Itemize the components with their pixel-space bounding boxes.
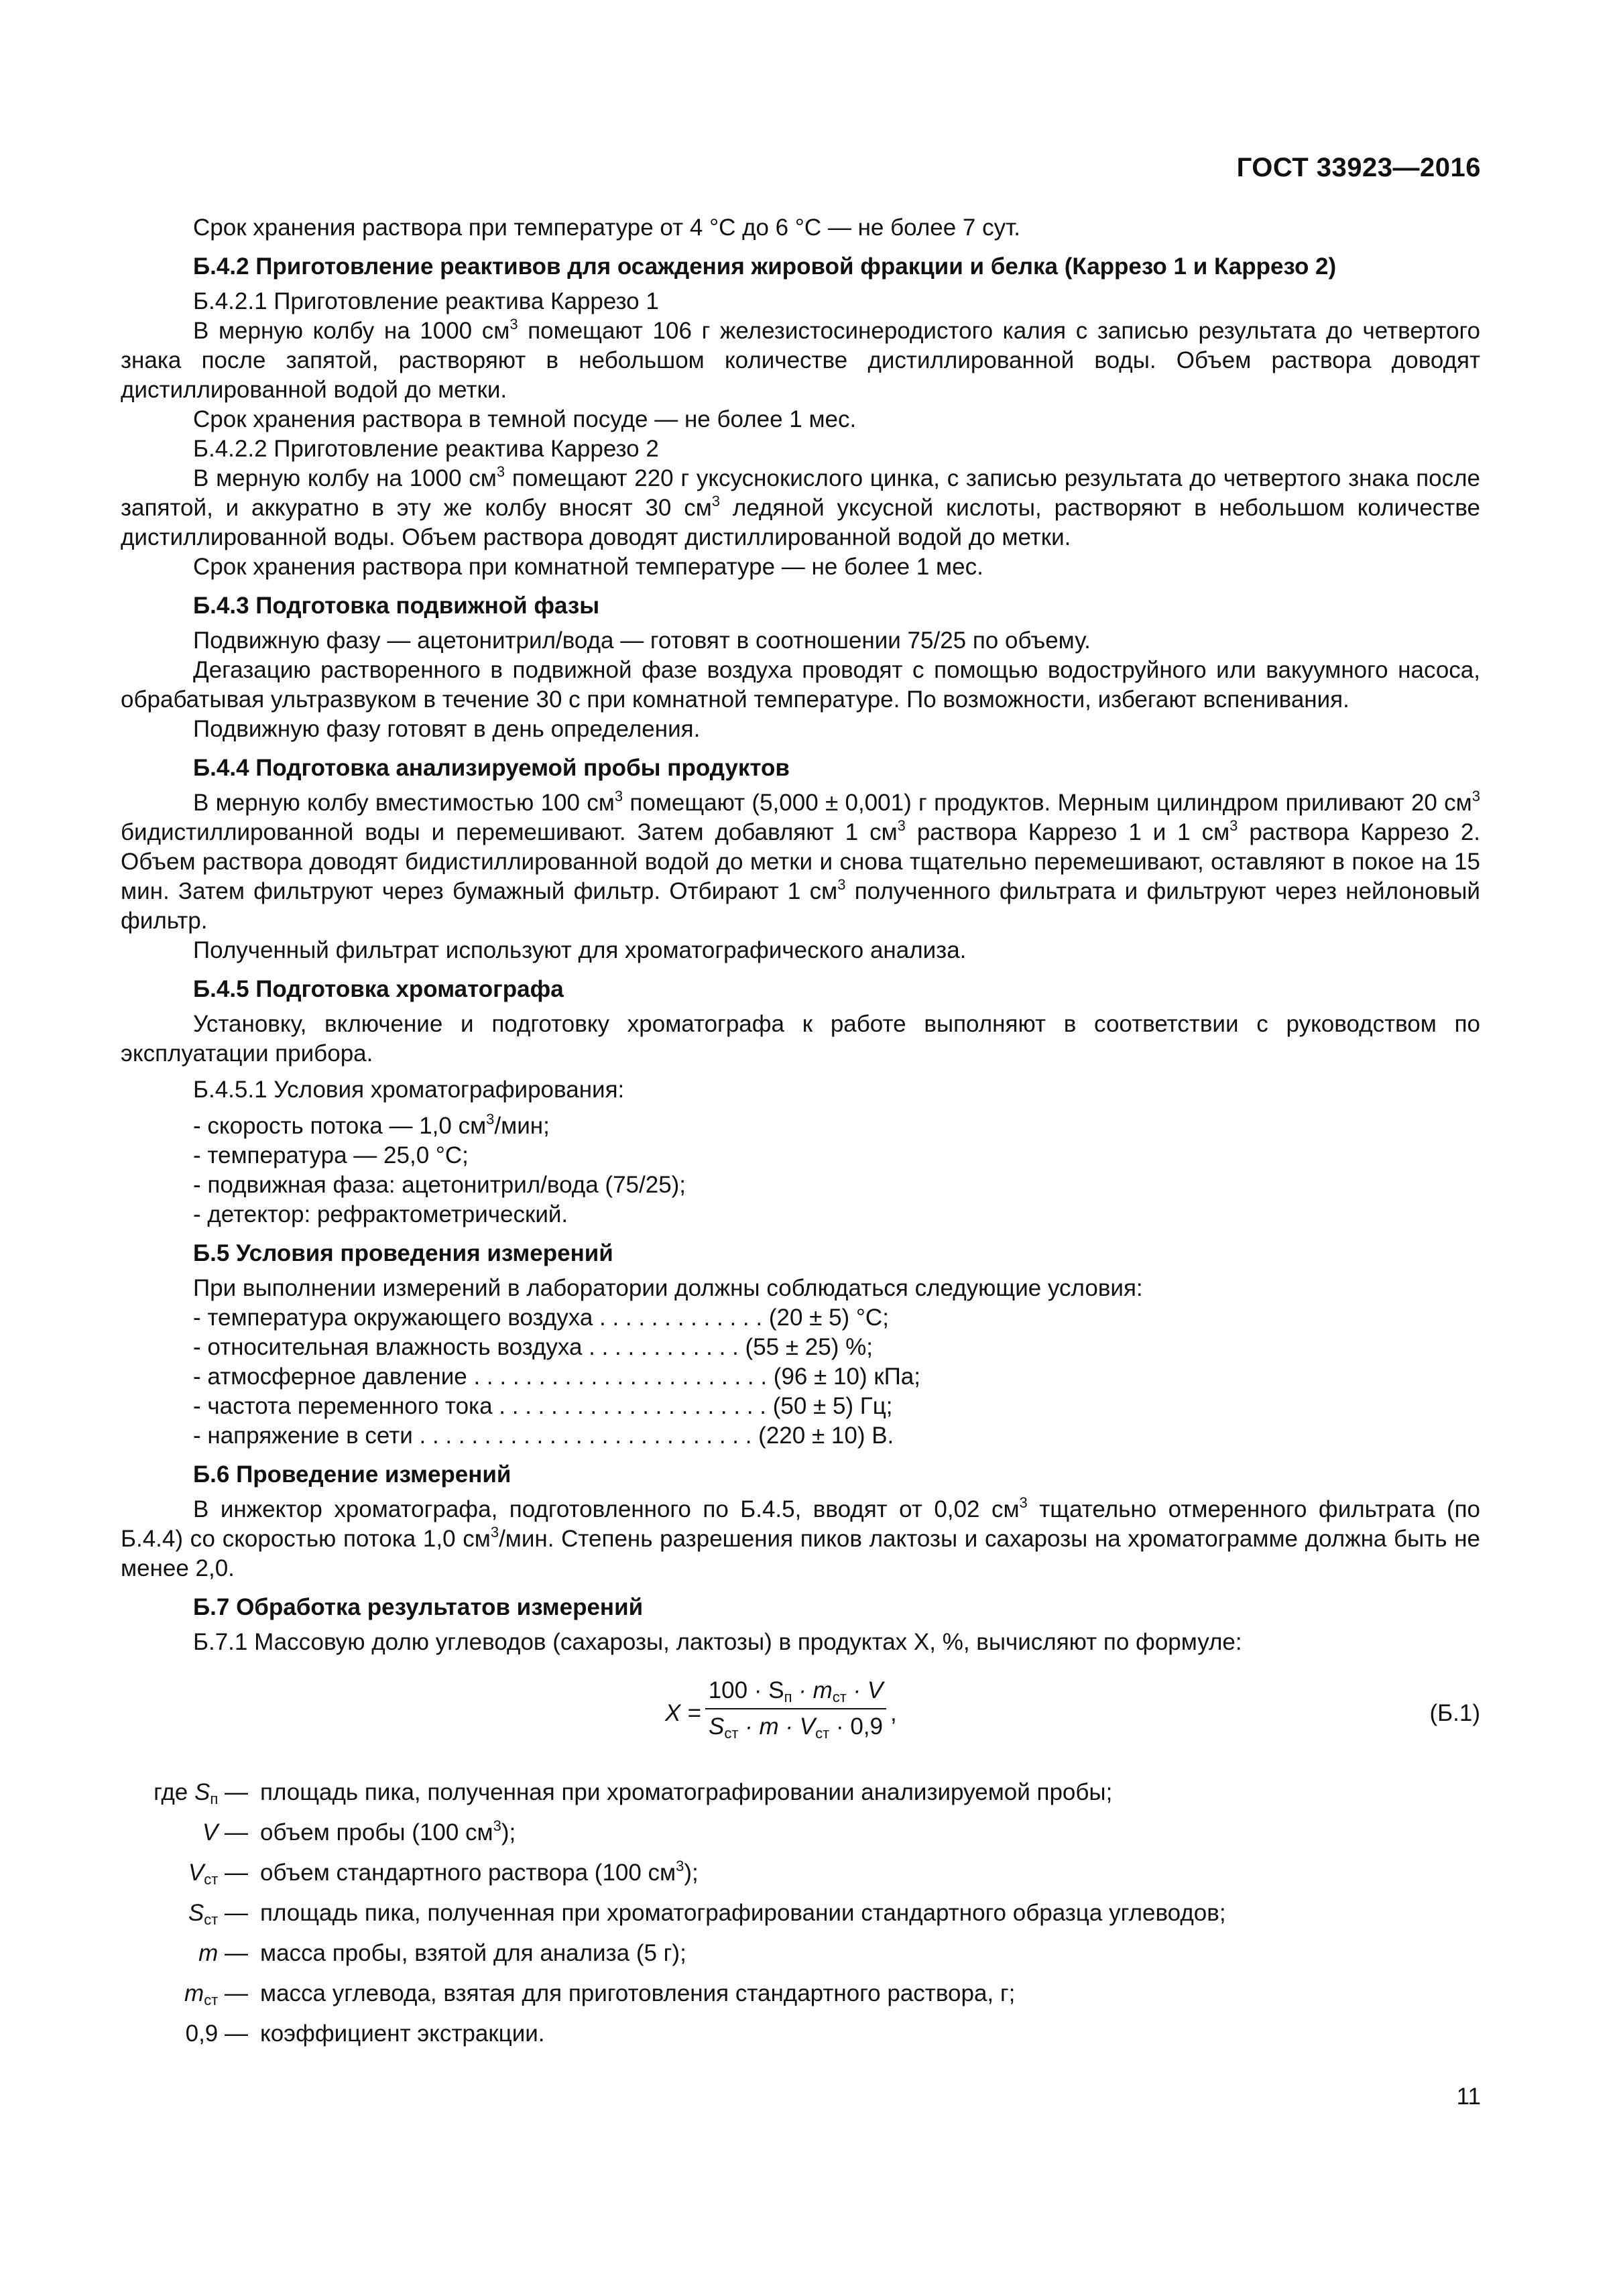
section-heading-b42: Б.4.2 Приготовление реактивов для осаждения жировой фракции и белка (Каррезо 1 и Каррезо 2)	[193, 253, 1337, 280]
formula-b1	[121, 1676, 1480, 1755]
document-id-header: ГОСТ 33923—2016	[1236, 153, 1481, 182]
formula-denominator: $S_{ст} \cdot m \cdot V_{ст} \cdot 0,9$	[709, 1713, 883, 1742]
document-body	[121, 213, 1480, 2059]
formula-number: (Б.1)	[1429, 1700, 1480, 1726]
condition-item: - атмосферное давление . . . . . . . . . . . . . . . . . . . . . . . (96 ± 10) кПа;	[193, 1364, 920, 1390]
condition-item: - температура окружающего воздуха . . . . . . . . . . . . . (20 ± 5) °С;	[193, 1305, 889, 1331]
paragraph: Дегазацию растворенного в подвижной фазе воздуха проводят с помощью водоструйного или вакуумного насоса, обрабатывая ультразвуком в течение 30 с при комнатной температуре. По возможности, избегают вспенивания.	[121, 657, 1480, 713]
section-heading-b7: Б.7 Обработка результатов измерений	[193, 1594, 644, 1620]
paragraph: Подвижную фазу готовят в день определения.	[193, 716, 701, 742]
subsection-b422: Б.4.2.2 Приготовление реактива Каррезо 2	[193, 436, 659, 462]
paragraph: При выполнении измерений в лаборатории должны соблюдаться следующие условия:	[193, 1275, 1143, 1301]
definition-row: 0,9 — коэффициент экстракции.	[185, 2020, 545, 2047]
paragraph: Срок хранения раствора в темной посуде — не более 1 мес.	[193, 406, 857, 432]
paragraph: Б.7.1 Массовую долю углеводов (сахарозы, лактозы) в продуктах Х, %, вычисляют по формуле:	[193, 1629, 1242, 1655]
condition-item: - частота переменного тока . . . . . . . . . . . . . . . . . . . . . (50 ± 5) Гц;	[193, 1393, 893, 1419]
formula-lhs: X =	[665, 1700, 701, 1726]
section-heading-b45: Б.4.5 Подготовка хроматографа	[193, 976, 564, 1002]
list-item: - скорость потока — 1,0 $см^3$/мин;	[193, 1111, 550, 1139]
paragraph: Полученный фильтрат используют для хроматографического анализа.	[193, 937, 967, 963]
definition-row: V — объем пробы (100 $см^3$);	[202, 1817, 516, 1846]
formula-numerator: $100 \cdot S_п \cdot m_{ст} \cdot V$	[705, 1676, 886, 1709]
definition-row: $S_{ст}$ — площадь пика, полученная при хроматографировании стандартного образца углеводов;	[188, 1900, 1226, 1928]
list-item: - детектор: рефрактометрический.	[193, 1201, 568, 1227]
condition-item: - напряжение в сети . . . . . . . . . . . . . . . . . . . . . . . . . . (220 ± 10) В.	[193, 1423, 894, 1449]
definition-row: $m_{ст}$ — масса углевода, взятая для приготовления стандартного раствора, г;	[184, 1980, 1016, 2008]
definition-row: $V_{ст}$ — объем стандартного раствора (100 $см^3$);	[188, 1858, 699, 1888]
section-heading-b43: Б.4.3 Подготовка подвижной фазы	[193, 593, 600, 619]
list-item: - подвижная фаза: ацетонитрил/вода (75/25);	[193, 1172, 686, 1198]
paragraph: В мерную колбу на 1000 $см^3$ помещают 106 г железистосинеродистого калия с записью результата до четвертого знака после запятой, растворяют в небольшом количестве дистиллированной воды. Объем раствора доводят дистиллированной водой до метки.	[121, 316, 1481, 403]
list-item: - температура — 25,0 °С;	[193, 1142, 469, 1168]
paragraph: В мерную колбу вместимостью 100 $см^3$ помещают (5,000 ± 0,001) г продуктов. Мерным цилиндром приливают 20 $см^3$ бидистиллированной воды и перемешивают. Затем добавляют 1 $см^3$ раствора Каррезо 1 и 1 $см^3$ раствора Каррезо 2. Объем раствора доводят бидистиллированной водой до метки и снова тщательно перемешивают, оставляют в покое на 15 мин. Затем фильтруют через бумажный фильтр. Отбирают 1 $см^3$ полученного фильтрата и фильтруют через нейлоновый фильтр.	[121, 788, 1481, 934]
paragraph: Установку, включение и подготовку хроматографа к работе выполняют в соответствии с руководством по эксплуатации прибора.	[121, 1011, 1480, 1067]
page-number: 11	[1456, 2083, 1481, 2110]
subsection-b421: Б.4.2.1 Приготовление реактива Каррезо 1	[193, 288, 659, 314]
condition-item: - относительная влажность воздуха . . . . . . . . . . . . (55 ± 25) %;	[193, 1334, 873, 1360]
section-heading-b5: Б.5 Условия проведения измерений	[193, 1240, 613, 1266]
paragraph: В мерную колбу на 1000 $см^3$ помещают 220 г уксуснокислого цинка, с записью результата до четвертого знака после запятой, и аккуратно в эту же колбу вносят 30 $см^3$ ледяной уксусной кислоты, растворяют в небольшом количестве дистиллированной воды. Объем раствора доводят дистиллированной водой до метки.	[121, 463, 1481, 550]
section-heading-b44: Б.4.4 Подготовка анализируемой пробы продуктов	[193, 755, 790, 781]
subsection-b451: Б.4.5.1 Условия хроматографирования:	[193, 1077, 625, 1103]
section-heading-b6: Б.6 Проведение измерений	[193, 1461, 512, 1488]
definition-row: m — масса пробы, взятой для анализа (5 г);	[198, 1940, 686, 1966]
formula-comma: ,	[890, 1700, 897, 1726]
formula-fraction	[705, 1676, 886, 1742]
definitions-list	[121, 1778, 1480, 2059]
paragraph: В инжектор хроматографа, подготовленного по Б.4.5, вводят от 0,02 $см^3$ тщательно отмеренного фильтрата (по Б.4.4) со скоростью потока 1,0 $см^3$/мин. Степень разрешения пиков лактозы и сахарозы на хроматограмме должна быть не менее 2,0.	[121, 1494, 1481, 1581]
definition-row: где $S_п$ — площадь пика, полученная при хроматографировании анализируемой пробы;	[154, 1779, 1113, 1807]
paragraph: Подвижную фазу — ацетонитрил/вода — готовят в соотношении 75/25 по объему.	[193, 627, 1091, 654]
paragraph: Срок хранения раствора при температуре от 4 °С до 6 °С — не более 7 сут.	[193, 215, 1020, 241]
paragraph: Срок хранения раствора при комнатной температуре — не более 1 мес.	[193, 554, 983, 580]
